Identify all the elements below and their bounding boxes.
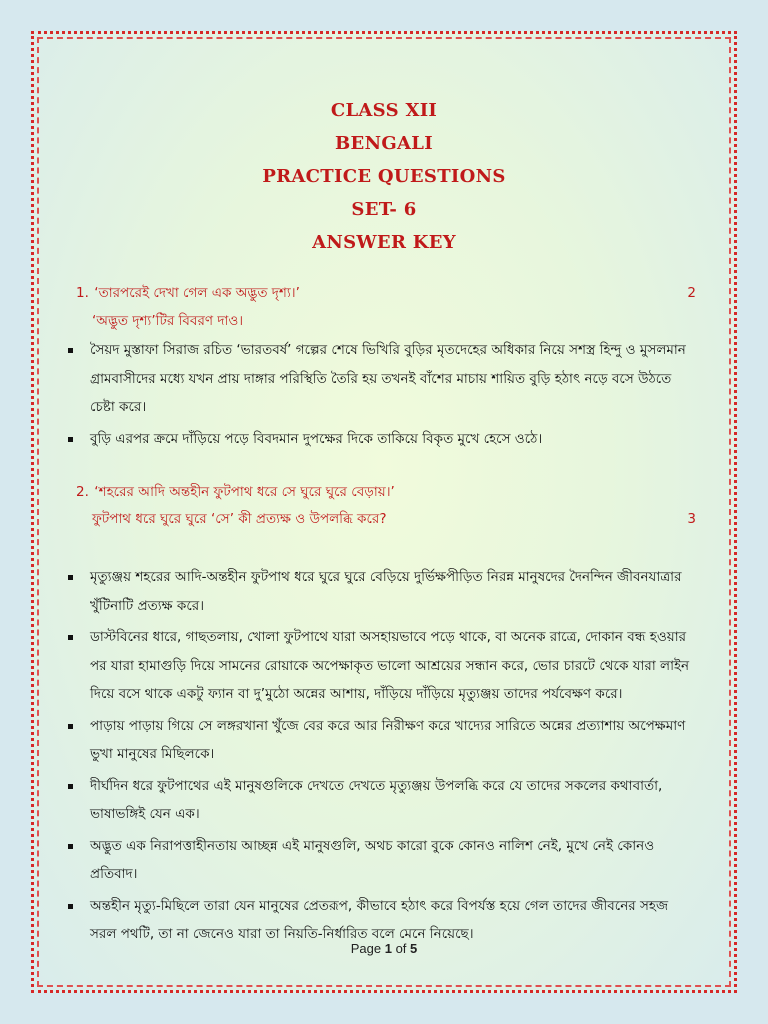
bullet-icon bbox=[68, 904, 73, 909]
answer-text: অদ্ভুত এক নিরাপত্তাহীনতায় আচ্ছন্ন এই মানুষগুলি, অথচ কারো বুকে কোনও নালিশ নেই, মুখে নেই কোনও প্রতিবাদ। bbox=[90, 837, 655, 882]
bullet-icon bbox=[68, 635, 73, 640]
page-word: Page bbox=[350, 941, 382, 956]
answer-item bbox=[66, 623, 696, 709]
question-marks: 3 bbox=[687, 511, 696, 527]
answer-item bbox=[66, 832, 696, 889]
answer-item bbox=[66, 336, 696, 422]
question-1-sub bbox=[92, 307, 696, 335]
answer-text: দীর্ঘদিন ধরে ফুটপাথের এই মানুষগুলিকে দেখতে দেখতে মৃত্যুঞ্জয় উপলব্ধি করে যে তাদের সকলের কথাবার্তা, ভাষাভঙ্গিই যেন এক। bbox=[90, 777, 663, 822]
title-set: SET- 6 bbox=[351, 199, 417, 220]
title-subject: BENGALI bbox=[335, 133, 433, 154]
bullet-icon bbox=[68, 437, 73, 442]
title-practice: PRACTICE QUESTIONS bbox=[262, 166, 506, 187]
answer-text: ডাস্টবিনের ধারে, গাছতলায়, খোলা ফুটপাথে যারা অসহায়ভাবে পড়ে থাকে, বা অনেক রাত্রে, দোকান বন্ধ হওয়ার পর যারা হামাগুড়ি দিয়ে সামনের রোয়াকে অপেক্ষাকৃত ভালো আশ্রয়ের সন্ধান করে, ভোর চারটে থেকে যারা লাইন দিয়ে বসে থাকে একটু ফ্যান বা দু’মুঠো অন্নের আশায়, দাঁড়িয়ে দাঁড়িয়ে মৃত্যুঞ্জয় তাদের পর্যবেক্ষণ করে। bbox=[90, 629, 690, 702]
page-footer bbox=[0, 941, 768, 956]
of-word: of bbox=[395, 941, 407, 956]
question-2-prompt bbox=[76, 478, 696, 506]
bullet-icon bbox=[68, 575, 73, 580]
question-number: 1. bbox=[76, 285, 89, 301]
bullet-icon bbox=[68, 724, 73, 729]
answer-text: মৃত্যুঞ্জয় শহরের আদি-অন্তহীন ফুটপাথ ধরে ঘুরে ঘুরে বেড়িয়ে দুর্ভিক্ষপীড়িত নিরন্ন মানুষদের দৈনন্দিন জীবনযাত্রার খুঁটিনাটি প্রত্যক্ষ করে। bbox=[90, 569, 682, 614]
answer-list-2 bbox=[66, 563, 696, 952]
answer-item bbox=[66, 712, 696, 769]
title-class: CLASS XII bbox=[330, 100, 438, 121]
question-1-prompt bbox=[76, 279, 696, 307]
question-text: ‘শহরের আদি অন্তহীন ফুটপাথ ধরে সে ঘুরে ঘুরে বেড়ায়।’ bbox=[94, 484, 395, 500]
question-2-sub bbox=[92, 505, 696, 533]
answer-item bbox=[66, 772, 696, 829]
answer-list-1 bbox=[66, 336, 696, 456]
bullet-icon bbox=[68, 844, 73, 849]
title-block bbox=[0, 94, 768, 259]
answer-item bbox=[66, 563, 696, 620]
answer-text: পাড়ায় পাড়ায় গিয়ে সে লঙ্গরখানা খুঁজে বের করে আর নিরীক্ষণ করে খাদ্যের সারিতে অন্নের প্রত্যাশায় অপেক্ষমাণ ভুখা মানুষের মিছিলকে। bbox=[90, 717, 686, 762]
question-sub-text: ‘অদ্ভুত দৃশ্য’টির বিবরণ দাও। bbox=[92, 313, 244, 329]
question-marks: 2 bbox=[687, 285, 696, 301]
question-text: ‘তারপরেই দেখা গেল এক অদ্ভুত দৃশ্য।’ bbox=[94, 285, 300, 301]
answer-text: অন্তহীন মৃত্যু-মিছিলে তারা যেন মানুষের প্রেতরূপ, কীভাবে হঠাৎ করে বিপর্যস্ত হয়ে গেল তাদের জীবনের সহজ সরল পথটি, তা না জেনেও যারা তা নিয়তি-নির্ধারিত বলে মেনে নিয়েছে। bbox=[90, 897, 669, 942]
answer-text: বুড়ি এরপর ক্রমে দাঁড়িয়ে পড়ে বিবদমান দুপক্ষের দিকে তাকিয়ে বিকৃত মুখে হেসে ওঠে। bbox=[90, 430, 543, 447]
answer-item bbox=[66, 425, 696, 454]
question-number: 2. bbox=[76, 484, 89, 500]
title-answer-key: ANSWER KEY bbox=[312, 232, 456, 253]
answer-item bbox=[66, 892, 696, 949]
page-current: 1 bbox=[384, 941, 392, 956]
bullet-icon bbox=[68, 348, 73, 353]
bullet-icon bbox=[68, 784, 73, 789]
answer-text: সৈয়দ মুস্তাফা সিরাজ রচিত ‘ভারতবর্ষ’ গল্পের শেষে ভিখিরি বুড়ির মৃতদেহের অধিকার নিয়ে সশস্ত্র হিন্দু ও মুসলমান গ্রামবাসীদের মধ্যে যখন প্রায় দাঙ্গার পরিস্থিতি তৈরি হয় তখনই বাঁশের মাচায় শায়িত বুড়ি হঠাৎ নড়ে বসে উঠতে চেষ্টা করে। bbox=[90, 342, 686, 415]
question-sub-text: ফুটপাথ ধরে ঘুরে ঘুরে ‘সে’ কী প্রত্যক্ষ ও উপলব্ধি করে? bbox=[92, 511, 387, 527]
page-total: 5 bbox=[410, 941, 418, 956]
